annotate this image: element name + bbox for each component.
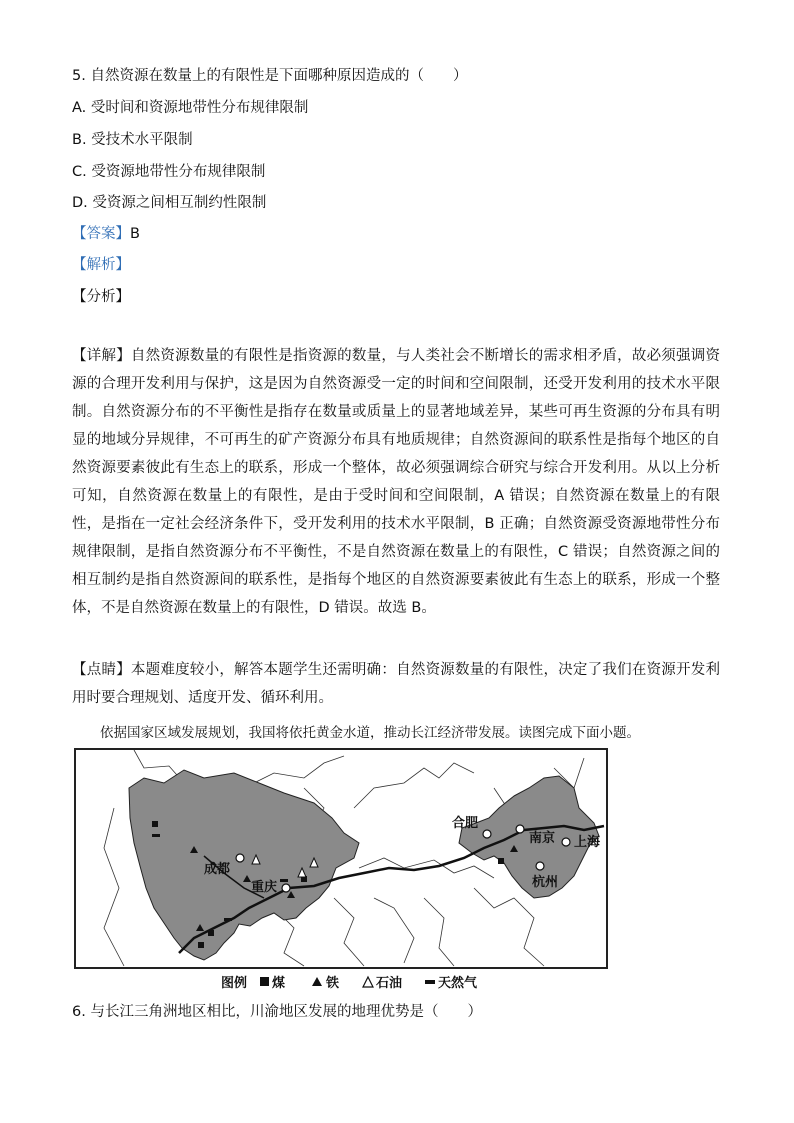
analysis-tag: 【解析】 <box>72 257 130 273</box>
city-label-shanghai: 上海 <box>574 835 601 850</box>
city-label-nanjing: 南京 <box>529 831 556 846</box>
detail-text: 【详解】自然资源数量的有限性是指资源的数量，与人类社会不断增长的需求相矛盾，故必须强调资源的合理开发利用与保护，这是因为自然资源受一定的时间和空间限制，还受开发利用的技术水平限制。自然资源分布的不平衡性是指存在数量或质量上的显著地域差异，某些可再生资源的分布具有明显的地域分异规律，不可再生的矿产资源分布具有地质规律；自然资源间的联系性是指每个地区的自然资源要素彼此有生态上的联系，形成一个整体，故必须强调综合研究与综合开发利用。从以上分析可知，自然资源在数量上的有限性，是由于受时间和空间限制，A 错误；自然资源在数量上的有限性，是指在一定社会经济条件下，受开发利用的技术水平限制，B 正确；自然资源受资源地带性分布规律限制，是指自然资源分布不平衡性，不是自然资源在数量上的有限性，C 错误；自然资源之间的相互制约是指自然资源间的联系性，是指每个地区的自然资源要素彼此有生态上的联系，形成一个整体，不是自然资源在数量上的有限性，D 错误。故选 B。 <box>72 348 720 616</box>
legend-iron: 铁 <box>326 976 340 991</box>
option-a: A. 受时间和资源地带性分布规律限制 <box>72 100 309 116</box>
city-marker-hefei <box>483 830 491 838</box>
city-label-chongqing: 重庆 <box>251 880 278 895</box>
legend-coal-icon <box>260 977 269 986</box>
city-label-chengdu: 成都 <box>204 862 231 877</box>
option-d: D. 受资源之间相互制约性限制 <box>72 195 267 211</box>
map-legend <box>221 975 478 991</box>
map-intro: 依据国家区域发展规划，我国将依托黄金水道，推动长江经济带发展。读图完成下面小题。 <box>100 725 640 741</box>
legend-coal: 煤 <box>272 976 286 991</box>
city-marker-chongqing <box>282 884 290 892</box>
answer-tag: 【答案】 <box>72 226 130 242</box>
city-marker-shanghai <box>562 838 570 846</box>
city-marker-hangzhou <box>536 862 544 870</box>
legend-title: 图例 <box>221 976 248 991</box>
dianjing-text: 【点睛】本题难度较小，解答本题学生还需明确：自然资源数量的有限性，决定了我们在资源开发利用时要合理规划、适度开发、循环利用。 <box>72 662 720 706</box>
legend-gas-icon <box>425 980 435 984</box>
legend-gas: 天然气 <box>438 976 478 991</box>
question-6-stem: 6. 与长江三角洲地区相比，川渝地区发展的地理优势是（ ） <box>72 1004 482 1020</box>
legend-iron-icon <box>312 977 322 986</box>
yangtze-economic-belt-map <box>74 748 608 996</box>
city-marker-chengdu <box>236 854 244 862</box>
city-label-hangzhou: 杭州 <box>532 875 559 890</box>
city-label-hefei: 合肥 <box>452 816 479 831</box>
legend-oil-icon <box>363 977 373 987</box>
question-5-stem: 5. 自然资源在数量上的有限性是下面哪种原因造成的（ ） <box>72 68 468 84</box>
answer-line <box>72 224 140 244</box>
city-marker-nanjing <box>516 825 524 833</box>
detail-paragraph <box>72 342 720 622</box>
fenxi-tag: 【分析】 <box>72 289 130 305</box>
answer-value: B <box>130 226 140 242</box>
option-b: B. 受技术水平限制 <box>72 132 193 148</box>
option-c: C. 受资源地带性分布规律限制 <box>72 164 266 180</box>
legend-oil: 石油 <box>376 976 403 991</box>
dianjing-paragraph <box>72 656 720 712</box>
